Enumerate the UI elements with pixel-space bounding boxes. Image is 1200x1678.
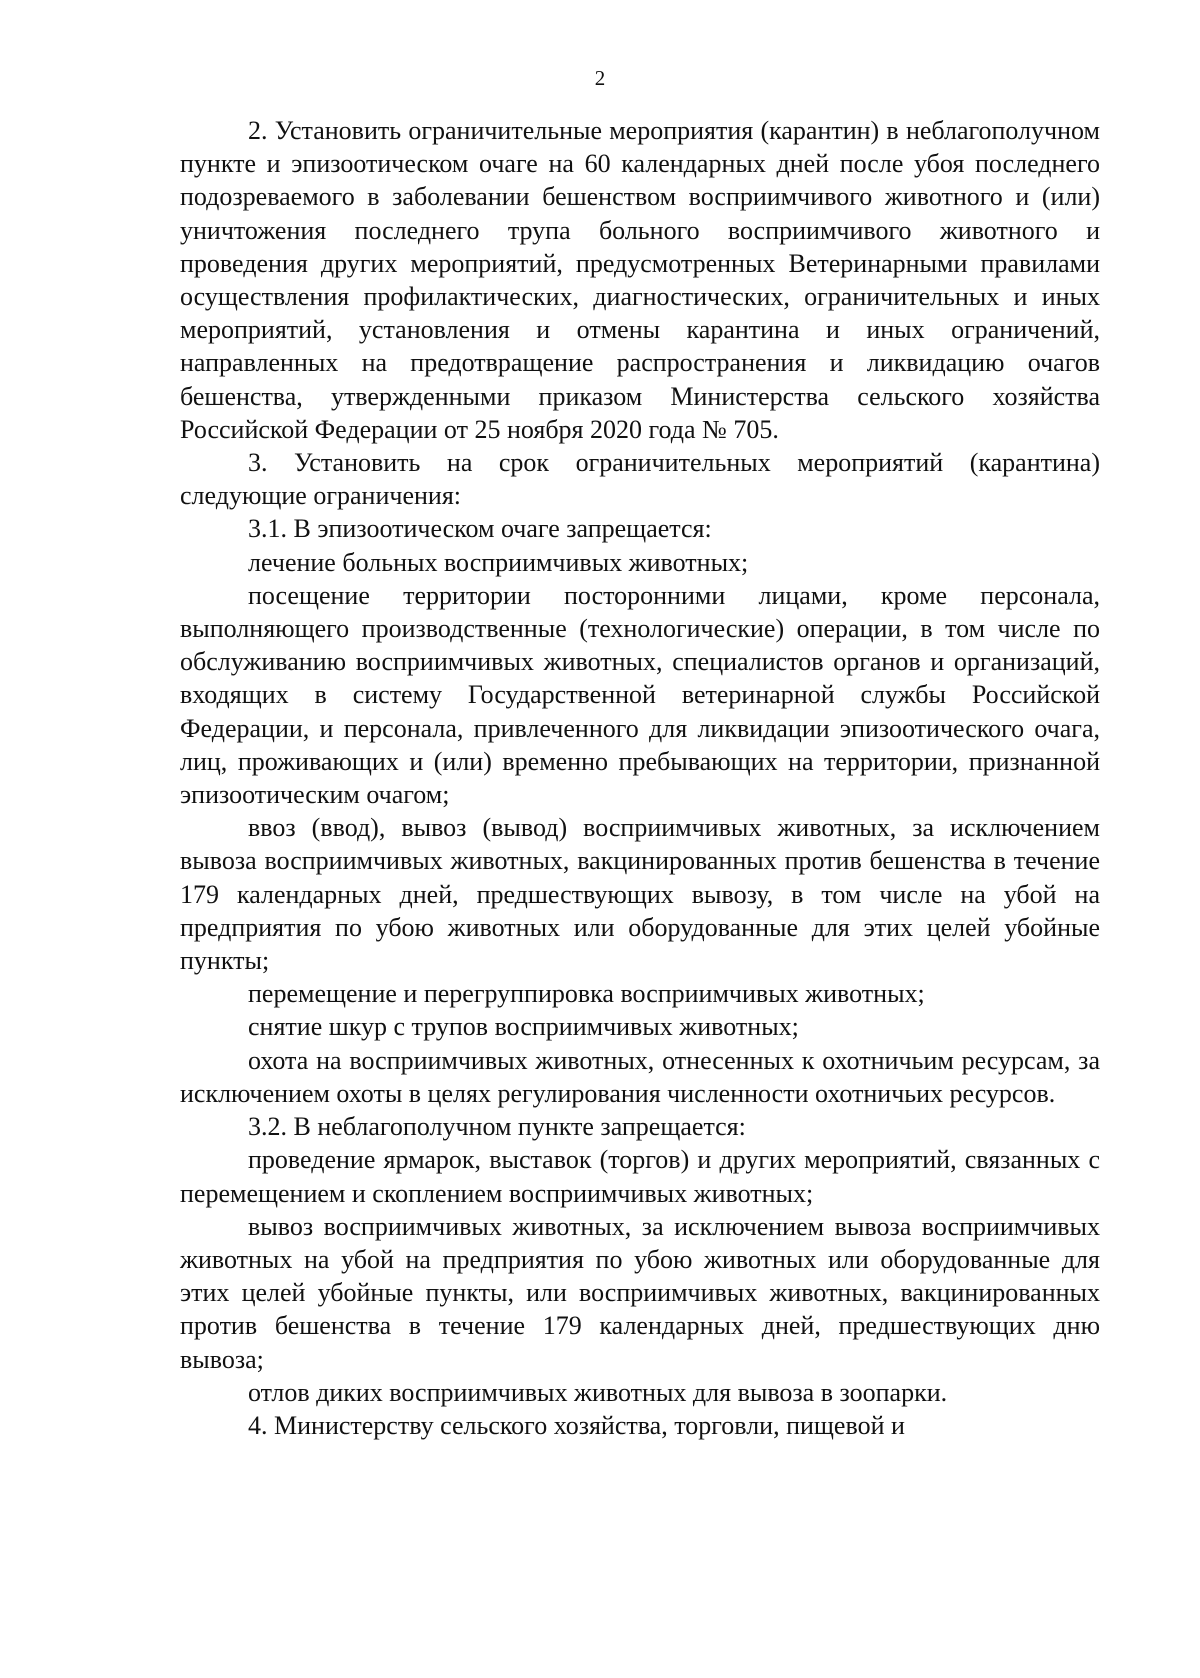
paragraph-fairs-ban: проведение ярмарок, выставок (торгов) и других мероприятий, связанных с перемещением и скоплением восприимчивых животных; [180, 1145, 1100, 1208]
paragraph-item-3-1-heading: 3.1. В эпизоотическом очаге запрещается: [248, 514, 712, 544]
page-number: 2 [594, 66, 606, 90]
paragraph-treatment-ban: лечение больных восприимчивых животных; [248, 547, 749, 577]
paragraph-import-export-ban: ввоз (ввод), вывоз (вывод) восприимчивых животных, за исключением вывоза восприимчивых животных, вакцинированных против бешенства в течение 179 календарных дней, предшествующих вывозу, в том числе на убой на предприятия по убою животных или оборудованные для этих целей убойные пункты; [180, 813, 1100, 976]
paragraph-item-4-start: 4. Министерству сельского хозяйства, торговли, пищевой и [248, 1410, 905, 1440]
paragraph-capture-ban: отлов диких восприимчивых животных для вывоза в зоопарки. [248, 1377, 948, 1407]
paragraph-export-ban: вывоз восприимчивых животных, за исключением вывоза восприимчивых животных на убой на предприятия по убою животных или оборудованные для этих целей убойные пункты, или восприимчивых животных, вакцинированных против бешенства в течение 179 календарных дней, предшествующих дню вывоза; [180, 1211, 1100, 1374]
paragraph-hunting-ban: охота на восприимчивых животных, отнесенных к охотничьим ресурсам, за исключением охоты в целях регулирования численности охотничьих ресурсов. [180, 1045, 1100, 1108]
paragraph-visit-ban: посещение территории посторонними лицами, кроме персонала, выполняющего производственные (технологические) операции, в том числе по обслуживанию восприимчивых животных, специалистов органов и организаций, входящих в систему Государственной ветеринарной службы Российской Федерации, и персонала, привлеченного для ликвидации эпизоотического очага, лиц, проживающих и (или) временно пребывающих на территории, признанной эпизоотическим очагом; [180, 580, 1100, 810]
paragraph-item-3-restrictions: 3. Установить на срок ограничительных мероприятий (карантина) следующие ограничения: [180, 448, 1100, 511]
paragraph-item-3-2-heading: 3.2. В неблагополучном пункте запрещается: [248, 1112, 746, 1142]
document-body [180, 114, 1100, 1442]
paragraph-movement-ban: перемещение и перегруппировка восприимчивых животных; [248, 979, 925, 1009]
paragraph-item-2-quarantine: 2. Установить ограничительные мероприятия (карантин) в неблагополучном пункте и эпизоотическом очаге на 60 календарных дней после убоя последнего подозреваемого в заболевании бешенством восприимчивого животного и (или) уничтожения последнего трупа больного восприимчивого животного и проведения других мероприятий, предусмотренных Ветеринарными правилами осуществления профилактических, диагностических, ограничительных и иных мероприятий, установления и отмены карантина и иных ограничений, направленных на предотвращение распространения и ликвидацию очагов бешенства, утвержденными приказом Министерства сельского хозяйства Российской Федерации от 25 ноября 2020 года № 705. [180, 116, 1100, 444]
paragraph-skinning-ban: снятие шкур с трупов восприимчивых животных; [248, 1012, 799, 1042]
